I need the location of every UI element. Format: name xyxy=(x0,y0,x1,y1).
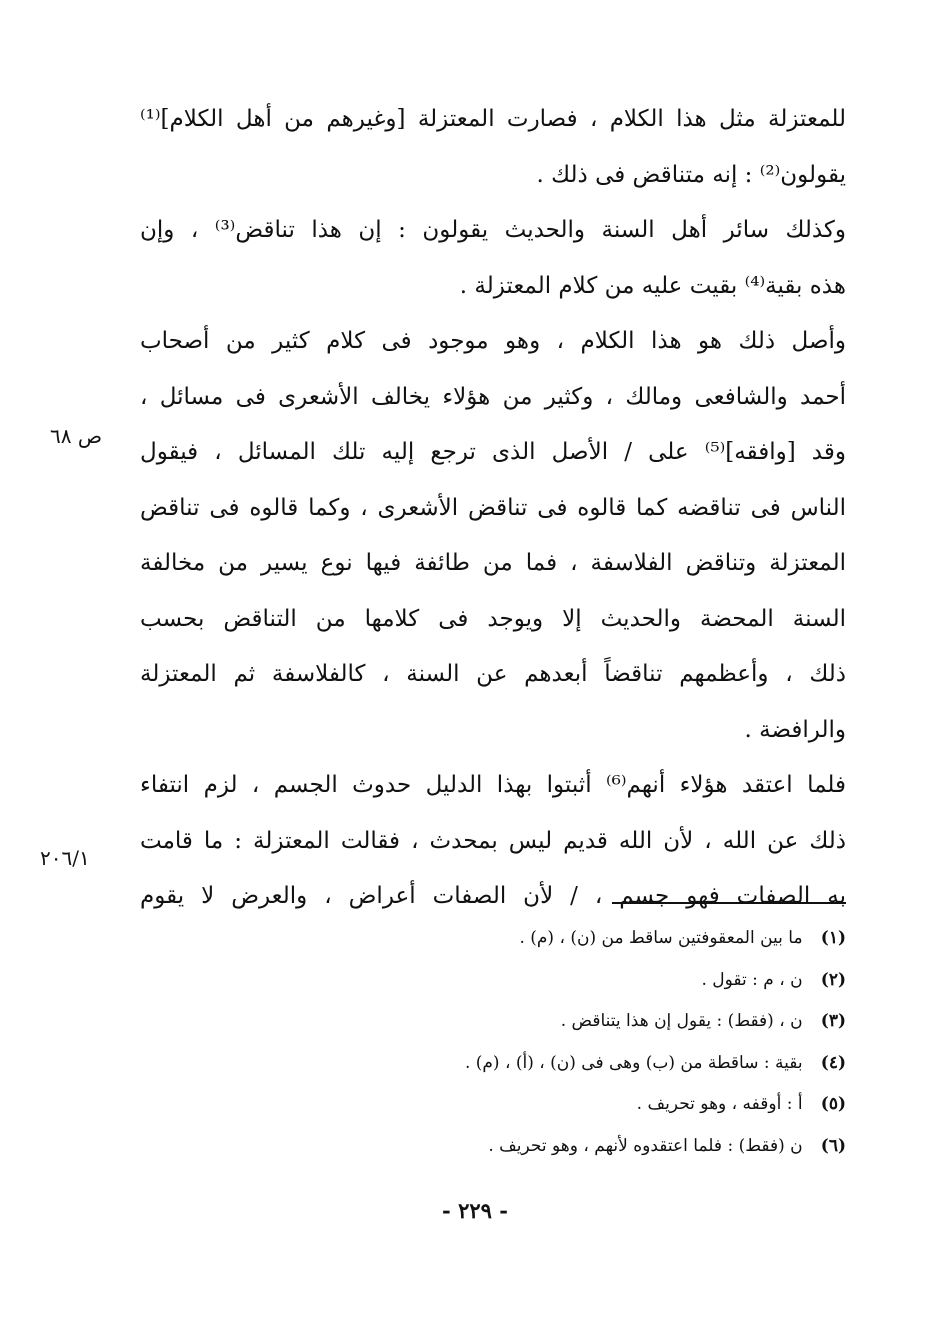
text-line: به الصفات فهو جسم ، / لأن الصفات أعراض ، والعرض لا يقوم xyxy=(140,883,846,909)
text-line: ذلك ، وأعظمهم تناقضاً أبعدهم عن السنة ، كالفلاسفة ثم المعتزلة xyxy=(140,661,846,687)
text-line: هذه بقية⁽⁴⁾ بقيت عليه من كلام المعتزلة . xyxy=(459,272,846,299)
main-text xyxy=(140,92,846,925)
margin-volume-ref: ٢٠٦/١ xyxy=(40,846,90,870)
footnote-item xyxy=(300,1043,846,1085)
footnote-number: (٦) xyxy=(820,1135,846,1156)
footnote-item xyxy=(300,1084,846,1126)
text-line: المعتزلة وتناقض الفلاسفة ، فما من طائفة فيها نوع يسير من مخالفة xyxy=(140,550,846,576)
text-line: الناس فى تناقضه كما قالوه فى تناقض الأشعرى ، وكما قالوه فى تناقض xyxy=(140,494,846,521)
footnote-item xyxy=(300,1126,846,1168)
footnote-item xyxy=(300,960,846,1002)
footnote-number: (٢) xyxy=(820,969,846,990)
footnote-number: (١) xyxy=(820,928,846,948)
text-line: ذلك عن الله ، لأن الله قديم ليس بمحدث ، فقالت المعتزلة : ما قامت xyxy=(140,827,846,854)
footnote-divider xyxy=(612,902,846,904)
text-line: وقد [وافقه]⁽⁵⁾ على / الأصل الذى ترجع إليه تلك المسائل ، فيقول xyxy=(140,439,846,465)
page-number: - ٢٢٩ - xyxy=(442,1198,508,1223)
footnote-number: (٥) xyxy=(820,1094,846,1114)
footnote-number: (٤) xyxy=(820,1052,846,1073)
text-line: وأصل ذلك هو هذا الكلام ، وهو موجود فى كلام كثير من أصحاب xyxy=(140,328,846,354)
text-line: يقولون⁽²⁾ : إنه متناقض فى ذلك . xyxy=(536,161,846,188)
text-line: فلما اعتقد هؤلاء أنهم⁽⁶⁾ أثبتوا بهذا الدليل حدوث الجسم ، لزم انتفاء xyxy=(140,772,846,798)
text-line: والرافضة . xyxy=(744,716,846,743)
text-line: للمعتزلة مثل هذا الكلام ، فصارت المعتزلة [وغيرهم من أهل الكلام]⁽¹⁾ xyxy=(140,106,846,132)
footnote-text: أ : أوقفه ، وهو تحريف . xyxy=(636,1094,803,1114)
footnote-item xyxy=(300,1001,846,1043)
margin-page-ref: ص ٦٨ xyxy=(50,424,103,448)
footnote-text: ن ، (فقط) : يقول إن هذا يتناقض . xyxy=(560,1011,803,1031)
footnote-text: ن (فقط) : فلما اعتقدوه لأنهم ، وهو تحريف . xyxy=(488,1135,803,1156)
footnote-number: (٣) xyxy=(820,1011,846,1031)
text-line: وكذلك سائر أهل السنة والحديث يقولون : إن هذا تناقض⁽³⁾ ، وإن xyxy=(140,217,846,243)
footnote-text: ن ، م : تقول . xyxy=(701,969,803,990)
text-line: السنة المحضة والحديث إلا ويوجد فى كلامها من التناقض بحسب xyxy=(140,605,846,632)
footnote-text: بقية : ساقطة من (ب) وهى فى (ن) ، (أ) ، (م) . xyxy=(464,1052,803,1073)
footnotes xyxy=(300,918,846,1167)
footnote-text: ما بين المعقوفتين ساقط من (ن) ، (م) . xyxy=(519,928,803,948)
footnote-item xyxy=(300,918,846,960)
text-line: أحمد والشافعى ومالك ، وكثير من هؤلاء يخالف الأشعرى فى مسائل ، xyxy=(140,383,846,410)
